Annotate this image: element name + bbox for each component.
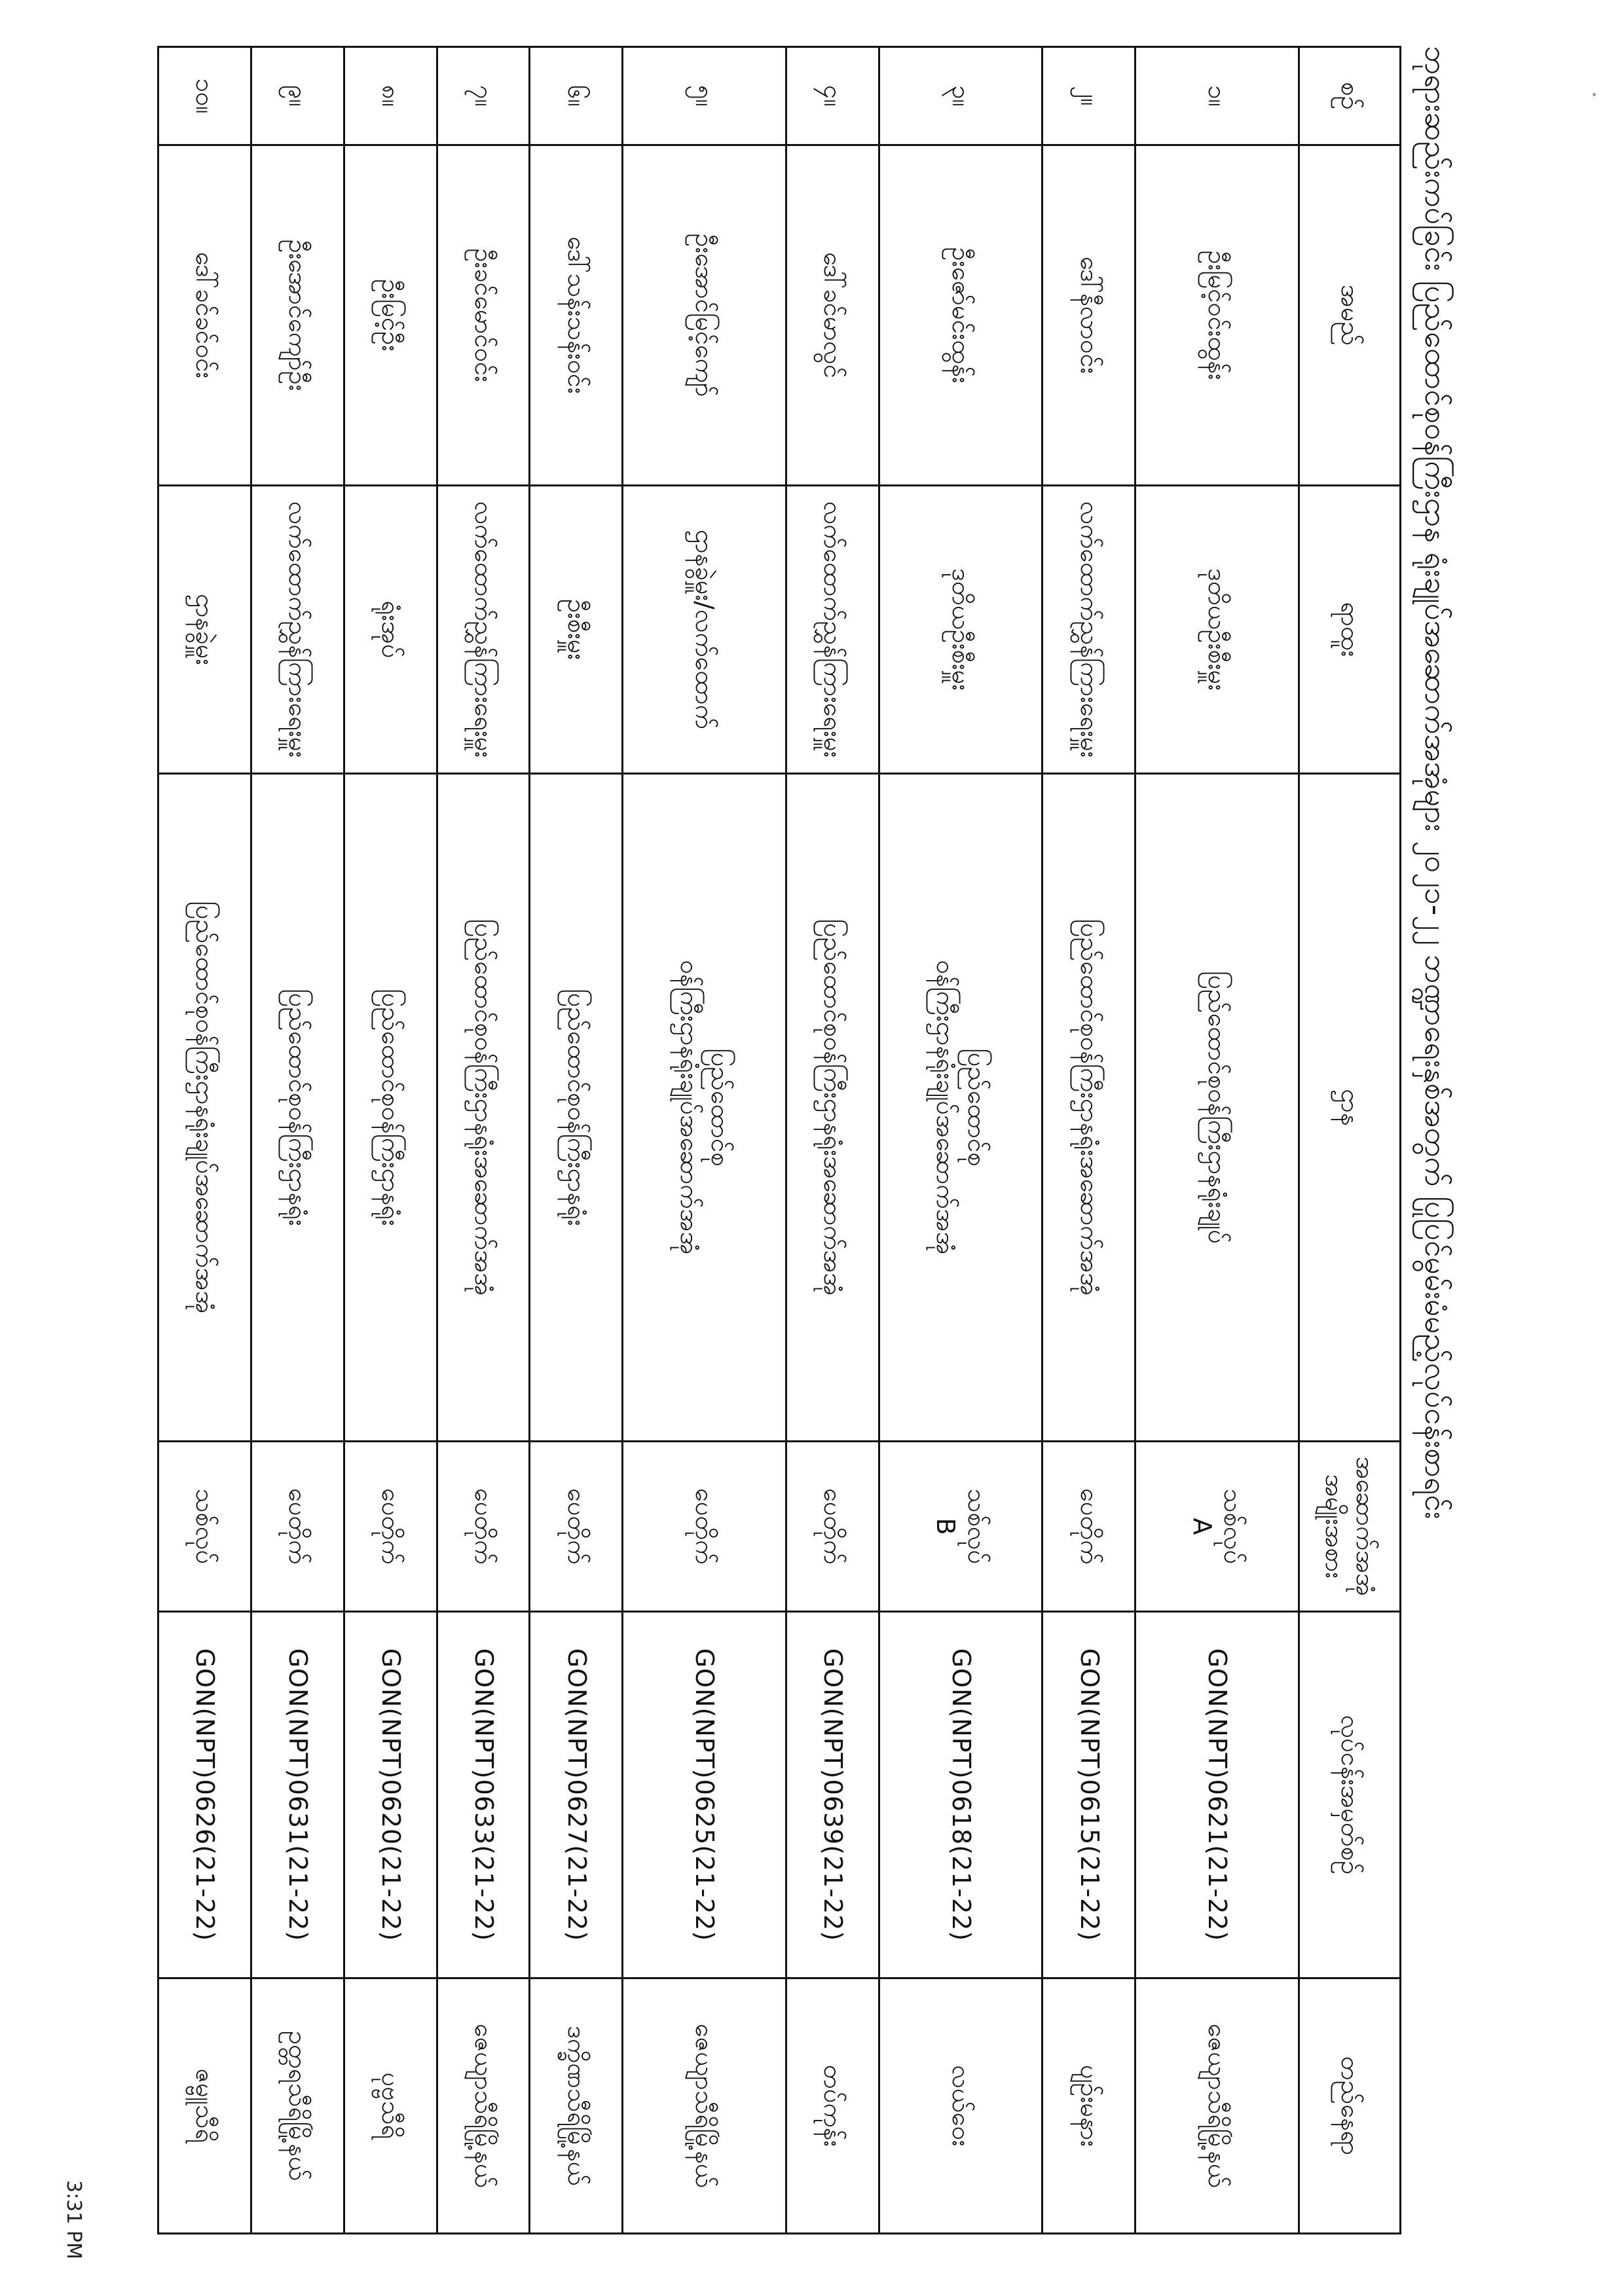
cell-post: ဌာနခွဲမှူး: [158, 486, 251, 774]
cell-name: ဦးအောင်ကျော်ဦး: [251, 145, 344, 486]
cell-name: ဦးမြင့်ဝင်းထွန်း: [1135, 145, 1299, 486]
header-post: ရာထူး: [1299, 486, 1401, 774]
cell-post: လက်ထောက်ညွှန်ကြားရေးမှူး: [437, 486, 530, 774]
cell-code: GON(NPT)0639(21-22): [786, 1612, 879, 1978]
cell-type: [437, 1442, 530, 1612]
cell-post: လက်ထောက်ညွှန်ကြားရေးမှူး: [1043, 486, 1135, 774]
cell-work: [251, 774, 344, 1442]
cell-name: ဦးမြင့်ဦး: [344, 145, 437, 486]
cell-location: ပျဉ်းမနား: [1043, 1978, 1135, 2234]
cell-work: [879, 774, 1043, 1442]
table-row: [1135, 47, 1299, 2234]
cell-code: GON(NPT)0621(21-22): [1135, 1612, 1299, 1978]
table-row: [623, 47, 786, 2234]
type-label: ပေတိုက်: [284, 1488, 313, 1565]
table-row: [344, 47, 437, 2234]
cell-location: ဇေယျာသီရိမြို့နယ်: [437, 1978, 530, 2234]
cell-post: လက်ထောက်ညွှန်ကြားရေးမှူး: [786, 486, 879, 774]
cell-type: [623, 1442, 786, 1612]
scan-mark: [1593, 93, 1596, 96]
cell-type: [1043, 1442, 1135, 1612]
cell-post: ဦးစီးမှူး: [530, 486, 623, 774]
cell-work: [344, 774, 437, 1442]
work-label: ပြည်ထောင်စုဝန်ကြီးဌာနရုံး: [562, 989, 591, 1226]
cell-location: ဇေယျာသီရိမြို့နယ်: [1135, 1978, 1299, 2234]
cell-work: [786, 774, 879, 1442]
type-class: B: [931, 1518, 961, 1535]
table-row: [251, 47, 344, 2234]
table-row: [879, 47, 1043, 2234]
type-label: ပေတိုက်: [562, 1488, 591, 1565]
work-sublabel: ပြည်ထောင်စု: [962, 1048, 991, 1167]
cell-no: ၃။: [879, 47, 1043, 145]
cell-location: တပ်ကုန်း: [786, 1978, 879, 2234]
header-name: အမည်: [1299, 145, 1401, 486]
type-label: သစ်လုပ်: [191, 1488, 220, 1565]
type-label: ပေတိုက်: [819, 1488, 848, 1565]
work-label: ပြည်ထောင်စုဝန်ကြီးဌာနရုံးအဆောက်အအုံ: [819, 919, 848, 1296]
type-class: A: [1187, 1518, 1217, 1535]
cell-no: ၅။: [623, 47, 786, 145]
cell-location: ပုဗ္ဗသီရိ: [344, 1978, 437, 2234]
cell-no: ၁၀။: [158, 47, 251, 145]
header-location: တည်နေရာ: [1299, 1978, 1401, 2234]
cell-work: [437, 774, 530, 1442]
cell-location: လယ်ဝေး: [879, 1978, 1043, 2234]
cell-name: ဦးဇော်မင်းထွန်း: [879, 145, 1043, 486]
cell-code: GON(NPT)0625(21-22): [623, 1612, 786, 1978]
building-list-table: [157, 46, 1401, 2234]
type-label: ပေတိုက်: [1075, 1488, 1104, 1565]
work-label: ဝန်ကြီးဌာနရုံးချုပ်အဆောက်အအုံ: [931, 960, 961, 1255]
work-sublabel: ပြည်ထောင်စု: [706, 1048, 735, 1167]
cell-type: [1135, 1442, 1299, 1612]
cell-work: [530, 774, 623, 1442]
cell-type: [251, 1442, 344, 1612]
document-title: ဘုရားဆည်းကပ်ခြင်း ပြည်ထောင်စုဝန်ကြီးဌာန ရုံးချုပ်အဆောက်အအုံများ ၂၀၂၁-၂၂ ဘဏ္ဍာရေးနှစ်အတွက် ပြုပြင်မွမ်းမံမည့်လုပ်ငန်းစာရင်း: [1418, 46, 1454, 1520]
cell-code: GON(NPT)0627(21-22): [530, 1612, 623, 1978]
cell-location: ဇေယျာသီရိမြို့နယ်: [623, 1978, 786, 2234]
cell-name: ဦးအောင်မြင့်ကျော်: [623, 145, 786, 486]
cell-no: ၁။: [1135, 47, 1299, 145]
cell-code: GON(NPT)0620(21-22): [344, 1612, 437, 1978]
cell-type: [879, 1442, 1043, 1612]
cell-post: လက်ထောက်ညွှန်ကြားရေးမှူး: [251, 486, 344, 774]
work-label: ပြည်ထောင်စုဝန်ကြီးဌာနရုံးချုပ်: [1203, 971, 1232, 1244]
cell-name: ဒေါ်နီလာဝင်း: [1043, 145, 1135, 486]
work-label: ပြည်ထောင်စုဝန်ကြီးဌာနရုံးအဆောက်အအုံ: [1075, 919, 1104, 1296]
cell-code: GON(NPT)0633(21-22): [437, 1612, 530, 1978]
table-row: [786, 47, 879, 2234]
cell-code: GON(NPT)0618(21-22): [879, 1612, 1043, 1978]
type-label: ပေတိုက်: [690, 1488, 720, 1565]
cell-post: ဒုတိယဦးစီးမှူး: [879, 486, 1043, 774]
table-row: [530, 47, 623, 2234]
cell-work: [623, 774, 786, 1442]
cell-code: GON(NPT)0626(21-22): [158, 1612, 251, 1978]
table-header-row: [1299, 47, 1401, 2234]
header-code: လုပ်ငန်းအမှတ်စဉ်: [1299, 1612, 1401, 1978]
cell-no: ၂။: [1043, 47, 1135, 145]
cell-code: GON(NPT)0615(21-22): [1043, 1612, 1135, 1978]
cell-code: GON(NPT)0631(21-22): [251, 1612, 344, 1978]
cell-work: [158, 774, 251, 1442]
work-label: ပြည်ထောင်စုဝန်ကြီးဌာနရုံး: [284, 989, 313, 1226]
table-row: [158, 47, 251, 2234]
cell-name: ဒေါ်ခင်မာလွင်: [786, 145, 879, 486]
cell-location: ဒက္ခိဏသီရိမြို့နယ်: [530, 1978, 623, 2234]
work-label: ပြည်ထောင်စုဝန်ကြီးဌာနရုံး: [376, 989, 405, 1226]
rotated-page: [151, 26, 1467, 2239]
cell-no: ၄။: [786, 47, 879, 145]
table-row: [437, 47, 530, 2234]
cell-type: [158, 1442, 251, 1612]
cell-post: ဒုတိယဦးစီးမှူး: [1135, 486, 1299, 774]
cell-type: [344, 1442, 437, 1612]
cell-no: ၇။: [437, 47, 530, 145]
type-label: ပေတိုက်: [376, 1488, 405, 1565]
cell-no: ၈။: [344, 47, 437, 145]
cell-no: ၆။: [530, 47, 623, 145]
print-time: 3:31 PM: [62, 2180, 85, 2259]
table-row: [1043, 47, 1135, 2234]
cell-name: ဒေါ်ခင်ခင်ဝင်း: [158, 145, 251, 486]
cell-post: ဌာနခွဲမှူး/လက်ထောက်: [623, 486, 786, 774]
cell-type: [530, 1442, 623, 1612]
cell-name: ဒေါ်သန်းသန်းဝင်း: [530, 145, 623, 486]
header-work: ဌာန: [1299, 774, 1401, 1442]
cell-work: [1043, 774, 1135, 1442]
cell-no: ၉။: [251, 47, 344, 145]
header-no: စဉ်: [1299, 47, 1401, 145]
cell-name: ဦးခင်မောင်ဝင်း: [437, 145, 530, 486]
type-label: ပေတိုက်: [469, 1488, 498, 1565]
cell-type: [786, 1442, 879, 1612]
work-label: ပြည်ထောင်စုဝန်ကြီးဌာနရုံးချုပ်အဆောက်အအုံ: [191, 901, 220, 1314]
cell-location: ဥတ္တရသီရိမြို့နယ်: [251, 1978, 344, 2234]
cell-work: [1135, 774, 1299, 1442]
work-label: ဝန်ကြီးဌာနရုံးချုပ်အဆောက်အအုံ: [674, 960, 704, 1255]
cell-post: ရုံးအုပ်: [344, 486, 437, 774]
work-label: ပြည်ထောင်စုဝန်ကြီးဌာနရုံးအဆောက်အအုံ: [469, 919, 498, 1296]
type-label: သစ်လုပ်: [962, 1488, 991, 1565]
type-label: သစ်လုပ်: [1219, 1488, 1248, 1565]
header-type: အဆောက်အအုံ အမျိုးအစား: [1299, 1442, 1401, 1612]
cell-location: ဇမ္ဗူသီရိ: [158, 1978, 251, 2234]
